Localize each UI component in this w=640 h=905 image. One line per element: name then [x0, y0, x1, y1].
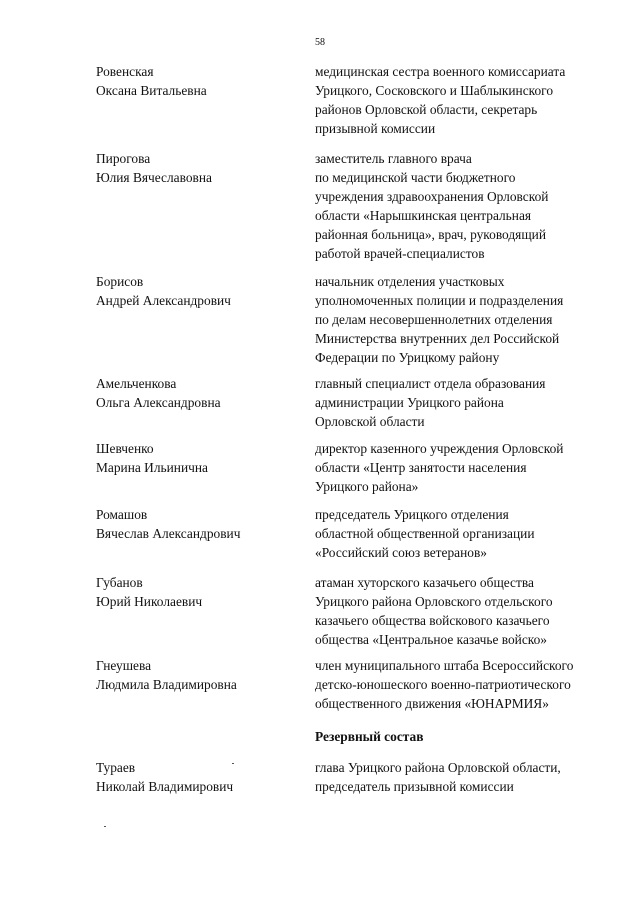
member-surname: Пирогова	[96, 151, 151, 166]
member-surname: Шевченко	[96, 441, 154, 456]
position-line: учреждения здравоохранения Орловской	[315, 189, 549, 204]
position-line: работой врачей-специалистов	[315, 246, 485, 261]
position-line: призывной комиссии	[315, 121, 436, 136]
position-line: член муниципального штаба Всероссийского	[315, 658, 574, 673]
position-line: уполномоченных полиции и подразделения	[315, 293, 564, 308]
position-line: детско-юношеского военно-патриотического	[315, 677, 571, 692]
member-surname: Борисов	[96, 274, 144, 289]
member-given-names: Андрей Александрович	[96, 293, 231, 308]
member-name	[96, 505, 296, 543]
member-position	[315, 758, 615, 796]
position-line: районов Орловской области, секретарь	[315, 102, 538, 117]
position-line: области «Нарышкинская центральная	[315, 208, 532, 223]
member-name	[96, 656, 296, 694]
member-name	[96, 758, 296, 796]
page-number: 58	[315, 37, 325, 48]
member-surname: Ровенская	[96, 64, 154, 79]
member-surname: Амельченкова	[96, 376, 177, 391]
member-position	[315, 272, 615, 367]
member-given-names: Юрий Николаевич	[96, 594, 203, 609]
position-line: начальник отделения участковых	[315, 274, 505, 289]
member-surname: Губанов	[96, 575, 143, 590]
position-line: глава Урицкого района Орловской области,	[315, 760, 561, 775]
position-line: медицинская сестра военного комиссариата	[315, 64, 566, 79]
member-surname: Гнеушева	[96, 658, 152, 673]
position-line: Орловской области	[315, 414, 425, 429]
member-name	[96, 374, 296, 412]
member-position	[315, 505, 615, 562]
member-name	[96, 573, 296, 611]
scan-speck	[232, 763, 234, 764]
member-surname: Ромашов	[96, 507, 148, 522]
reserve-section-heading: Резервный состав	[315, 729, 424, 744]
position-line: общественного движения «ЮНАРМИЯ»	[315, 696, 549, 711]
member-name	[96, 439, 296, 477]
member-given-names: Вячеслав Александрович	[96, 526, 241, 541]
position-line: областной общественной организации	[315, 526, 535, 541]
member-position	[315, 439, 615, 496]
position-line: заместитель главного врача	[315, 151, 472, 166]
member-position	[315, 374, 615, 431]
member-position	[315, 656, 615, 713]
member-position	[315, 149, 615, 263]
position-line: «Российский союз ветеранов»	[315, 545, 487, 560]
member-name	[96, 149, 296, 187]
member-given-names: Людмила Владимировна	[96, 677, 237, 692]
position-line: администрации Урицкого района	[315, 395, 504, 410]
member-surname: Тураев	[96, 760, 136, 775]
member-given-names: Николай Владимирович	[96, 779, 234, 794]
scan-speck	[104, 826, 106, 827]
position-line: по делам несовершеннолетних отделения	[315, 312, 553, 327]
position-line: казачьего общества войскового казачьего	[315, 613, 550, 628]
position-line: Урицкого района Орловского отдельского	[315, 594, 553, 609]
position-line: Урицкого, Сосковского и Шаблыкинского	[315, 83, 554, 98]
member-given-names: Оксана Витальевна	[96, 83, 207, 98]
position-line: районная больница», врач, руководящий	[315, 227, 546, 242]
member-given-names: Ольга Александровна	[96, 395, 221, 410]
member-name	[96, 62, 296, 100]
position-line: директор казенного учреждения Орловской	[315, 441, 564, 456]
member-position	[315, 573, 615, 649]
position-line: председатель призывной комиссии	[315, 779, 514, 794]
position-line: Министерства внутренних дел Российской	[315, 331, 560, 346]
position-line: Федерации по Урицкому району	[315, 350, 500, 365]
member-given-names: Юлия Вячеславовна	[96, 170, 212, 185]
position-line: Урицкого района»	[315, 479, 419, 494]
position-line: области «Центр занятости населения	[315, 460, 527, 475]
position-line: по медицинской части бюджетного	[315, 170, 516, 185]
position-line: председатель Урицкого отделения	[315, 507, 509, 522]
position-line: главный специалист отдела образования	[315, 376, 546, 391]
member-given-names: Марина Ильинична	[96, 460, 208, 475]
position-line: общества «Центральное казачье войско»	[315, 632, 548, 647]
member-position	[315, 62, 615, 138]
member-name	[96, 272, 296, 310]
position-line: атаман хуторского казачьего общества	[315, 575, 534, 590]
